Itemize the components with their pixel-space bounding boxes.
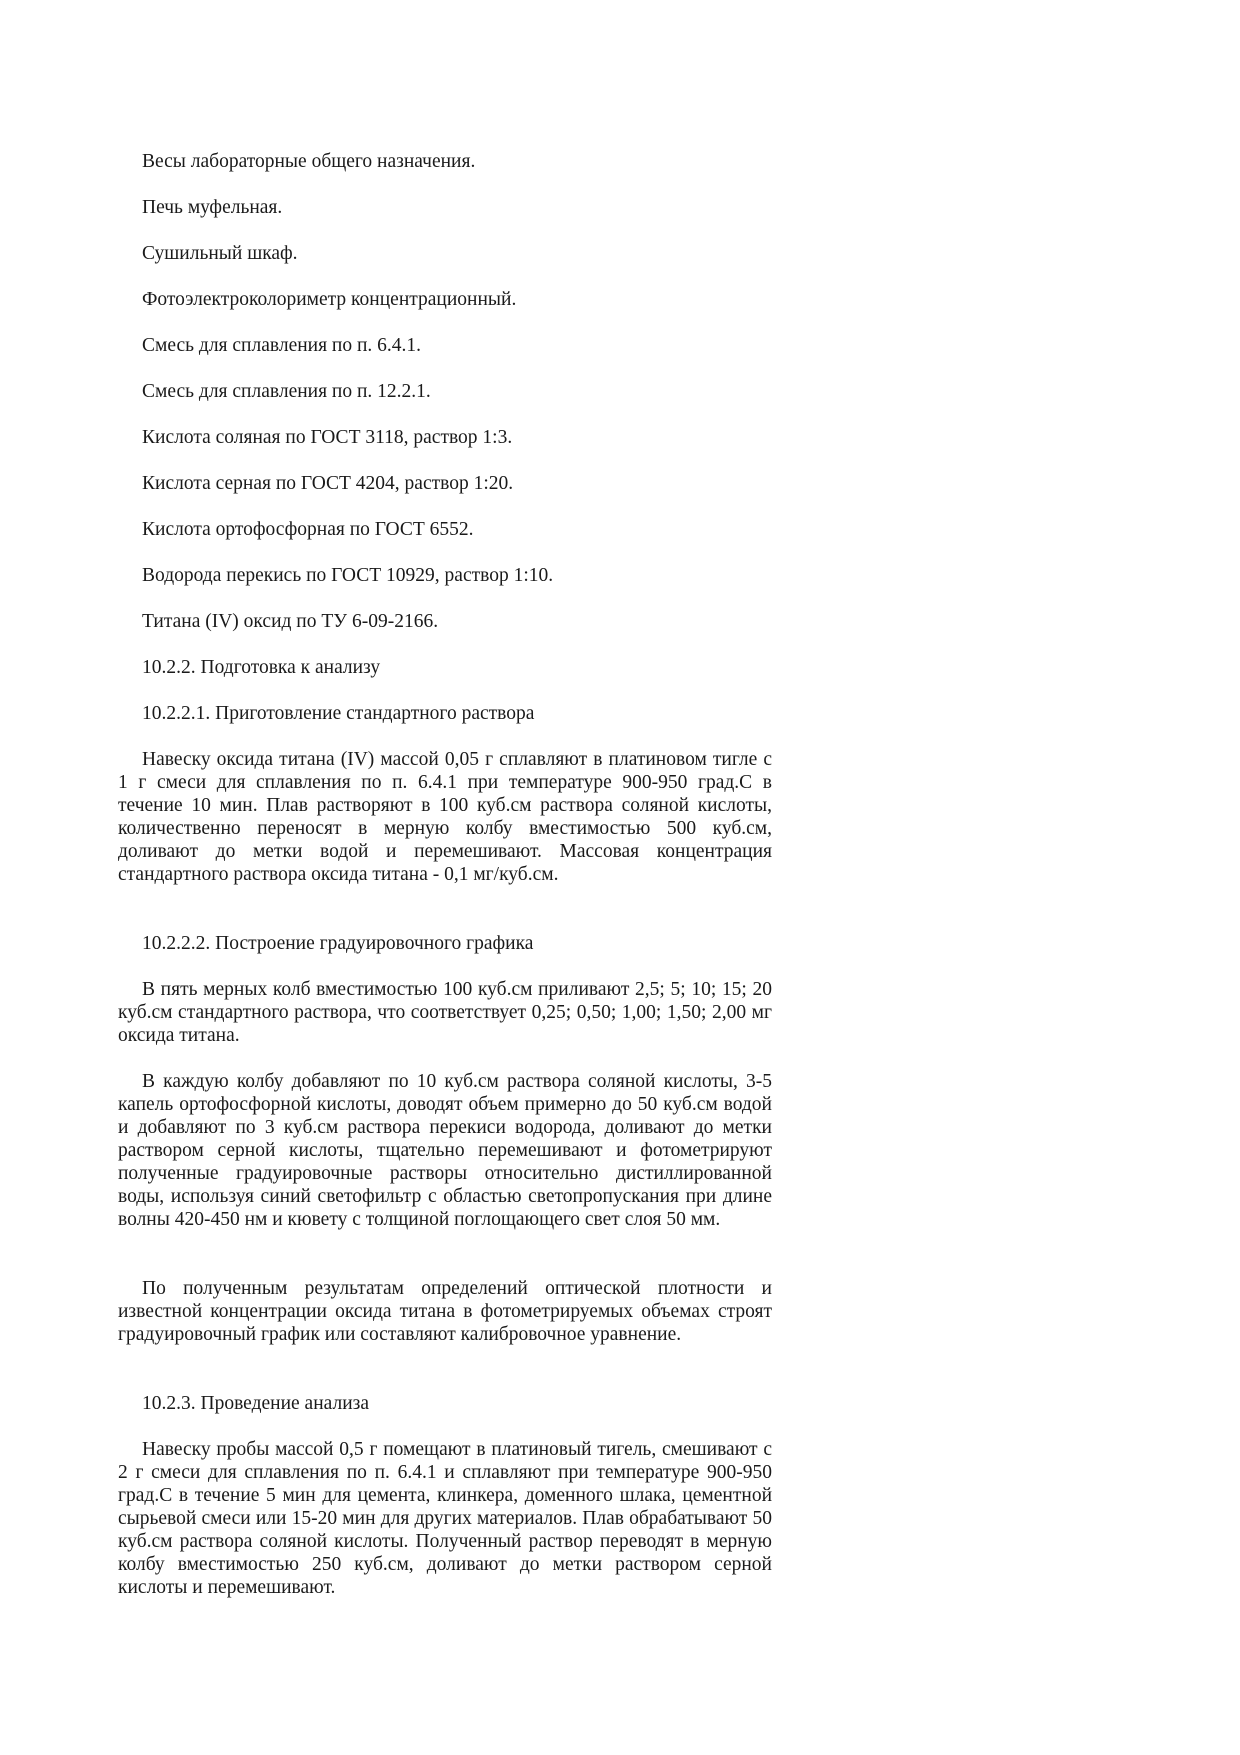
paragraph-reagent-fusion-mix-641: Смесь для сплавления по п. 6.4.1. [142, 335, 422, 356]
paragraph-reagent-fusion-mix-1221: Смесь для сплавления по п. 12.2.1. [142, 381, 431, 402]
paragraph-reagent-titanium-oxide: Титана (IV) оксид по ТУ 6-09-2166. [142, 611, 439, 632]
paragraph-equipment-drying-cabinet: Сушильный шкаф. [142, 243, 298, 264]
paragraph-calibration-procedure: В каждую колбу добавляют по 10 куб.см раствора соляной кислоты, 3-5 капель ортофосфорной кислоты, доводят объем примерно до 50 куб.см водой и добавляют по 3 куб.см раствора перекиси водорода, доливают до метки раствором серной кислоты, тщательно перемешивают и фотометрируют полученные градуировочные растворы относительно дистиллированной воды, используя синий светофильтр с областью светопропускания при длине волны 420-450 нм и кювету с толщиной поглощающего свет слоя 50 мм. [118, 1071, 772, 1230]
section-heading-10-2-2: 10.2.2. Подготовка к анализу [142, 657, 381, 678]
paragraph-reagent-sulfuric-acid: Кислота серная по ГОСТ 4204, раствор 1:20. [142, 473, 514, 494]
paragraph-analysis-procedure: Навеску пробы массой 0,5 г помещают в платиновый тигель, смешивают с 2 г смеси для сплавления по п. 6.4.1 и сплавляют при температуре 900-950 град.С в течение 5 мин для цемента, клинкера, доменного шлака, цементной сырьевой смеси или 15-20 мин для других материалов. Плав обрабатывают 50 куб.см раствора соляной кислоты. Полученный раствор переводят в мерную колбу вместимостью 250 куб.см, доливают до метки раствором серной кислоты и перемешивают. [118, 1439, 772, 1598]
paragraph-reagent-phosphoric-acid: Кислота ортофосфорная по ГОСТ 6552. [142, 519, 474, 540]
paragraph-calibration-flasks: В пять мерных колб вместимостью 100 куб.см приливают 2,5; 5; 10; 15; 20 куб.см стандартного раствора, что соответствует 0,25; 0,50; 1,00; 1,50; 2,00 мг оксида титана. [118, 979, 772, 1046]
section-heading-10-2-2-1: 10.2.2.1. Приготовление стандартного раствора [142, 703, 535, 724]
paragraph-reagent-hydrochloric-acid: Кислота соляная по ГОСТ 3118, раствор 1:3. [142, 427, 513, 448]
paragraph-equipment-scales: Весы лабораторные общего назначения. [142, 151, 476, 172]
paragraph-equipment-furnace: Печь муфельная. [142, 197, 283, 218]
paragraph-standard-solution: Навеску оксида титана (IV) массой 0,05 г сплавляют в платиновом тигле с 1 г смеси для сплавления по п. 6.4.1 при температуре 900-950 град.С в течение 10 мин. Плав растворяют в 100 куб.см раствора соляной кислоты, количественно переносят в мерную колбу вместимостью 500 куб.см, доливают до метки водой и перемешивают. Массовая концентрация стандартного раствора оксида титана - 0,1 мг/куб.см. [118, 749, 772, 885]
paragraph-equipment-colorimeter: Фотоэлектроколориметр концентрационный. [142, 289, 517, 310]
section-heading-10-2-2-2: 10.2.2.2. Построение градуировочного графика [142, 933, 534, 954]
paragraph-reagent-hydrogen-peroxide: Водорода перекись по ГОСТ 10929, раствор 1:10. [142, 565, 554, 586]
paragraph-calibration-graph: По полученным результатам определений оптической плотности и известной концентрации оксида титана в фотометрируемых объемах строят градуировочный график или составляют калибровочное уравнение. [118, 1278, 772, 1345]
section-heading-10-2-3: 10.2.3. Проведение анализа [142, 1393, 369, 1414]
